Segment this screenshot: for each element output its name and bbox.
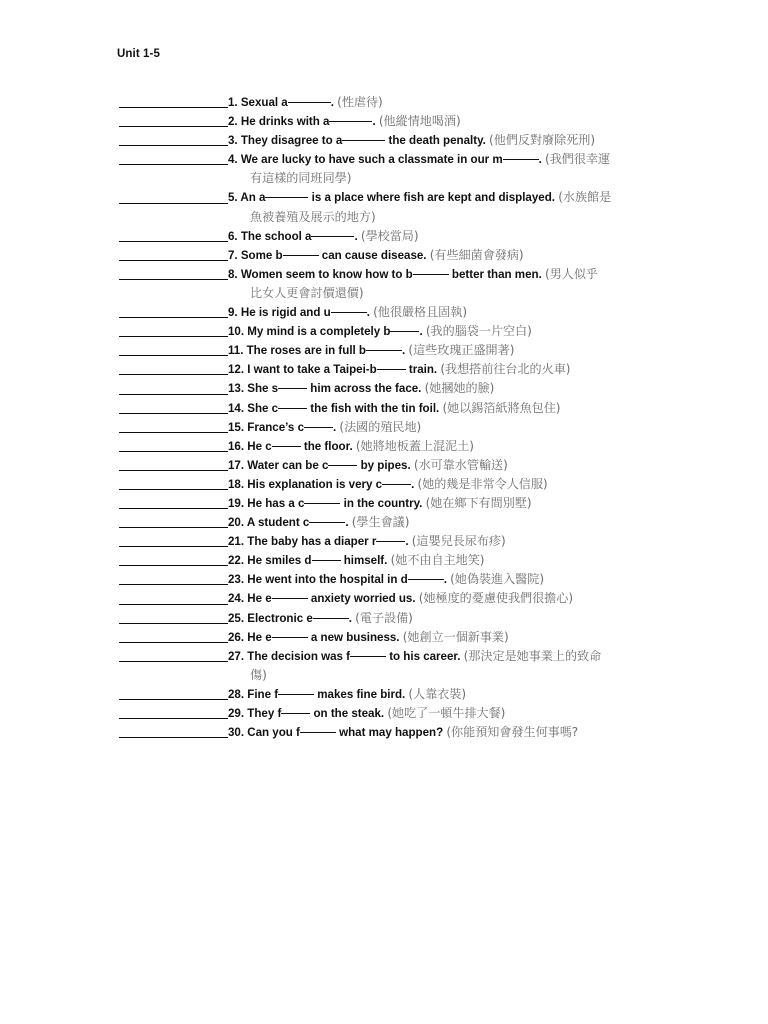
exercise-text [228, 246, 662, 265]
sentence-after-gap: the death penalty. [385, 134, 486, 148]
exercise-text [228, 551, 662, 570]
item-number: 28. [228, 687, 245, 701]
item-number: 16. [228, 439, 245, 453]
answer-blank[interactable] [117, 723, 228, 742]
translation-text: (她創立一個新事業) [402, 629, 509, 644]
item-number: 13. [228, 382, 245, 396]
sentence-after-gap: train. [405, 363, 438, 377]
exercise-text [228, 704, 662, 723]
exercise-item [117, 589, 662, 608]
exercise-text [228, 494, 662, 513]
exercise-text [228, 150, 662, 169]
exercise-item [117, 609, 662, 628]
exercise-item [117, 150, 662, 169]
translation-text: (這嬰兒長尿布疹) [411, 534, 506, 549]
translation-text: (你能預知會發生何事嗎? [446, 725, 579, 740]
exercise-text [228, 360, 662, 379]
exercise-text [228, 628, 662, 647]
exercise-text [228, 188, 662, 207]
translation-text: (她在鄉下有間別墅) [425, 495, 532, 510]
sentence-before-gap: Sexual a [240, 96, 288, 109]
sentence-after-gap: . [348, 611, 352, 625]
translation-text: (她將地板蓋上混泥土) [355, 438, 474, 453]
item-number: 14. [228, 401, 245, 415]
exercise-text [228, 131, 662, 150]
sentence-before-gap: I want to take a Taipei-b [247, 363, 377, 377]
item-number: 21. [228, 535, 245, 549]
sentence-before-gap: The roses are in full b [246, 344, 366, 358]
translation-text: (性虐待) [337, 95, 383, 109]
exercise-item [117, 513, 662, 532]
item-number: 1. [228, 96, 238, 109]
sentence-after-gap: . [402, 344, 406, 358]
exercise-item [117, 456, 662, 475]
answer-blank[interactable] [117, 456, 228, 475]
sentence-before-gap: France’s c [247, 420, 304, 434]
sentence-after-gap: in the country. [340, 496, 423, 510]
answer-blank[interactable] [117, 379, 228, 398]
sentence-before-gap: We are lucky to have such a classmate in our m [240, 153, 503, 167]
exercise-text [228, 93, 662, 112]
exercise-text [228, 475, 662, 494]
exercise-item [117, 628, 662, 647]
translation-text: (我的腦袋一片空白) [425, 324, 532, 339]
sentence-before-gap: Electronic e [247, 611, 313, 625]
sentence-after-gap: . [366, 306, 370, 320]
answer-blank[interactable] [117, 93, 228, 112]
sentence-before-gap: An a [240, 191, 266, 205]
exercise-item [117, 437, 662, 456]
exercise-item [117, 494, 662, 513]
translation-text: (水族館是 [558, 190, 612, 205]
item-number: 24. [228, 592, 245, 606]
translation-text: (他們反對廢除死刑) [489, 133, 596, 148]
item-number: 11. [228, 344, 244, 358]
item-number: 9. [228, 306, 238, 320]
exercise-text [228, 379, 662, 398]
page-title: Unit 1-5 [117, 48, 160, 60]
translation-text: (水可靠水管輸送) [413, 457, 508, 472]
item-number: 29. [228, 707, 245, 720]
sentence-before-gap: Water can be c [247, 458, 329, 472]
exercise-item [117, 131, 662, 150]
sentence-before-gap: He drinks with a [240, 115, 330, 129]
sentence-after-gap: him across the face. [307, 382, 422, 396]
answer-blank[interactable] [117, 609, 228, 628]
sentence-after-gap: on the steak. [310, 707, 385, 720]
exercise-item [117, 188, 662, 207]
item-number: 10. [228, 325, 245, 339]
sentence-after-gap: . [345, 516, 349, 530]
sentence-after-gap: anxiety worried us. [307, 592, 416, 606]
exercise-item [117, 246, 662, 265]
answer-blank[interactable] [117, 647, 228, 666]
translation-text: (她不由自主地笑) [390, 553, 485, 568]
exercise-text [228, 265, 662, 284]
sentence-before-gap: He has a c [247, 496, 305, 510]
answer-blank[interactable] [117, 131, 228, 150]
sentence-before-gap: The decision was f [247, 649, 350, 663]
item-number: 18. [228, 477, 245, 491]
sentence-after-gap: is a place where fish are kept and displayed. [308, 191, 555, 205]
exercise-text [228, 685, 662, 704]
continuation-text [228, 666, 662, 685]
answer-blank[interactable] [117, 418, 228, 437]
translation-text: (他很嚴格且固執) [373, 305, 468, 320]
continuation-spacer [117, 169, 228, 188]
exercise-item [117, 723, 662, 742]
item-number: 19. [228, 496, 245, 510]
sentence-after-gap: . [333, 420, 337, 434]
item-number: 27. [228, 649, 245, 663]
translation-text: (法國的殖民地) [339, 419, 422, 434]
item-number: 25. [228, 611, 245, 625]
exercise-text [228, 303, 662, 322]
sentence-before-gap: He e [247, 630, 272, 644]
translation-text: (學生會議) [351, 515, 410, 530]
sentence-before-gap: He e [247, 592, 272, 606]
exercise-text [228, 341, 662, 360]
sentence-after-gap: . [538, 153, 542, 167]
translation-text: (她以錫箔紙將魚包住) [442, 400, 561, 415]
exercise-item-continuation [117, 208, 662, 227]
answer-blank[interactable] [117, 475, 228, 494]
sentence-after-gap: . [354, 229, 358, 243]
item-number: 17. [228, 458, 245, 472]
sentence-before-gap: Some b [240, 248, 283, 262]
sentence-after-gap: better than men. [448, 267, 542, 281]
translation-text: (她摑她的臉) [424, 381, 495, 396]
answer-blank[interactable] [117, 551, 228, 570]
exercise-item-continuation [117, 284, 662, 303]
item-number: 4. [228, 153, 238, 167]
exercise-item [117, 112, 662, 131]
exercise-item [117, 341, 662, 360]
exercise-text [228, 399, 662, 418]
answer-blank[interactable] [117, 360, 228, 379]
continuation-text [228, 169, 662, 188]
sentence-after-gap: . [330, 96, 334, 109]
exercise-text [228, 532, 662, 551]
answer-blank[interactable] [117, 399, 228, 418]
exercise-text [228, 112, 662, 131]
exercise-text [228, 570, 662, 589]
exercise-text [228, 227, 662, 246]
translation-text: (男人似乎 [545, 266, 598, 281]
translation-text: (電子設備) [355, 610, 413, 625]
exercise-item [117, 379, 662, 398]
answer-blank[interactable] [117, 685, 228, 704]
continuation-text [228, 284, 662, 303]
sentence-before-gap: My mind is a completely b [247, 325, 391, 339]
translation-text: (她的幾是非常令人信服) [417, 476, 548, 491]
answer-blank[interactable] [117, 341, 228, 360]
item-number: 22. [228, 554, 245, 568]
sentence-before-gap: The school a [240, 229, 312, 243]
sentence-before-gap: He smiles d [247, 554, 312, 568]
exercise-item-continuation [117, 666, 662, 685]
sentence-after-gap: the fish with the tin foil. [307, 401, 440, 415]
exercise-item [117, 93, 662, 112]
exercise-text [228, 589, 662, 608]
answer-blank[interactable] [117, 513, 228, 532]
continuation-spacer [117, 208, 228, 227]
continuation-spacer [117, 284, 228, 303]
exercise-item [117, 360, 662, 379]
exercise-text [228, 322, 662, 341]
translation-continuation: 有這樣的同班同學) [250, 171, 352, 186]
sentence-after-gap: by pipes. [357, 458, 411, 472]
item-number: 2. [228, 115, 238, 129]
item-number: 8. [228, 267, 238, 281]
translation-text: (人靠衣裝) [408, 686, 467, 701]
exercise-item [117, 551, 662, 570]
sentence-before-gap: Can you f [247, 726, 300, 740]
sentence-after-gap: . [405, 535, 409, 549]
exercise-text [228, 437, 662, 456]
answer-blank[interactable] [117, 532, 228, 551]
sentence-after-gap: to his career. [386, 649, 461, 663]
sentence-after-gap: . [372, 115, 376, 129]
translation-text: (她偽裝進入醫院) [450, 572, 545, 587]
translation-text: (這些玫瑰正盛開著) [408, 343, 515, 358]
sentence-before-gap: He c [247, 439, 272, 453]
exercise-item [117, 322, 662, 341]
sentence-after-gap: . [419, 325, 423, 339]
translation-continuation: 魚被養殖及展示的地方) [250, 209, 376, 224]
sentence-after-gap: a new business. [307, 630, 400, 644]
answer-blank[interactable] [117, 112, 228, 131]
answer-blank[interactable] [117, 570, 228, 589]
answer-blank[interactable] [117, 188, 228, 207]
continuation-spacer [117, 666, 228, 685]
exercise-item [117, 227, 662, 246]
exercise-text [228, 609, 662, 628]
answer-blank[interactable] [117, 227, 228, 246]
exercise-item [117, 399, 662, 418]
item-number: 7. [228, 248, 238, 262]
translation-text: (她極度的憂慮使我們很擔心) [418, 591, 574, 606]
sentence-before-gap: She c [247, 401, 279, 415]
answer-blank[interactable] [117, 265, 228, 284]
item-number: 20. [228, 516, 245, 530]
sentence-after-gap: the floor. [300, 439, 353, 453]
sentence-before-gap: Fine f [247, 687, 279, 701]
item-number: 3. [228, 134, 238, 148]
sentence-before-gap: A student c [246, 516, 310, 530]
exercise-text [228, 513, 662, 532]
item-number: 5. [228, 191, 238, 205]
answer-blank[interactable] [117, 704, 228, 723]
translation-text: (我想搭前往台北的火車) [440, 362, 571, 377]
exercise-text [228, 456, 662, 475]
sentence-after-gap: . [443, 573, 447, 587]
exercise-item [117, 570, 662, 589]
exercise-item [117, 685, 662, 704]
answer-blank[interactable] [117, 589, 228, 608]
sentence-after-gap: himself. [340, 554, 388, 568]
exercise-list [117, 93, 662, 742]
item-number: 23. [228, 573, 245, 587]
translation-text: (那決定是她事業上的致命 [463, 648, 602, 663]
translation-continuation: 比女人更會討價還價) [250, 285, 364, 300]
answer-blank[interactable] [117, 303, 228, 322]
sentence-before-gap: The baby has a diaper r [247, 535, 377, 549]
exercise-item [117, 532, 662, 551]
item-number: 6. [228, 229, 238, 243]
exercise-item [117, 704, 662, 723]
sentence-before-gap: Women seem to know how to b [240, 267, 413, 281]
item-number: 12. [228, 363, 245, 377]
translation-text: (學校當局) [360, 228, 419, 243]
sentence-after-gap: . [411, 477, 415, 491]
exercise-item-continuation [117, 169, 662, 188]
sentence-before-gap: They f [247, 707, 282, 720]
exercise-text [228, 647, 662, 666]
answer-blank[interactable] [117, 246, 228, 265]
item-number: 26. [228, 630, 245, 644]
translation-continuation: 傷) [250, 667, 267, 682]
translation-text: (有些細菌會發病) [429, 247, 524, 262]
sentence-after-gap: can cause disease. [318, 248, 427, 262]
sentence-before-gap: He is rigid and u [240, 306, 331, 320]
sentence-before-gap: His explanation is very c [247, 477, 383, 491]
sentence-before-gap: They disagree to a [240, 134, 343, 148]
exercise-item [117, 647, 662, 666]
translation-text: (她吃了一頓牛排大餐) [387, 706, 506, 720]
exercise-item [117, 418, 662, 437]
exercise-item [117, 303, 662, 322]
sentence-before-gap: She s [247, 382, 279, 396]
item-number: 30. [228, 726, 245, 740]
translation-text: (我們很幸運 [545, 152, 611, 167]
sentence-after-gap: what may happen? [335, 726, 444, 740]
exercise-item [117, 265, 662, 284]
exercise-item [117, 475, 662, 494]
answer-blank[interactable] [117, 494, 228, 513]
exercise-text [228, 418, 662, 437]
sentence-before-gap: He went into the hospital in d [247, 573, 408, 587]
item-number: 15. [228, 420, 245, 434]
answer-blank[interactable] [117, 437, 228, 456]
answer-blank[interactable] [117, 322, 228, 341]
continuation-text [228, 208, 662, 227]
sentence-after-gap: makes fine bird. [314, 687, 406, 701]
exercise-text [228, 723, 662, 742]
answer-blank[interactable] [117, 150, 228, 169]
answer-blank[interactable] [117, 628, 228, 647]
translation-text: (他縱情地喝酒) [378, 114, 461, 129]
